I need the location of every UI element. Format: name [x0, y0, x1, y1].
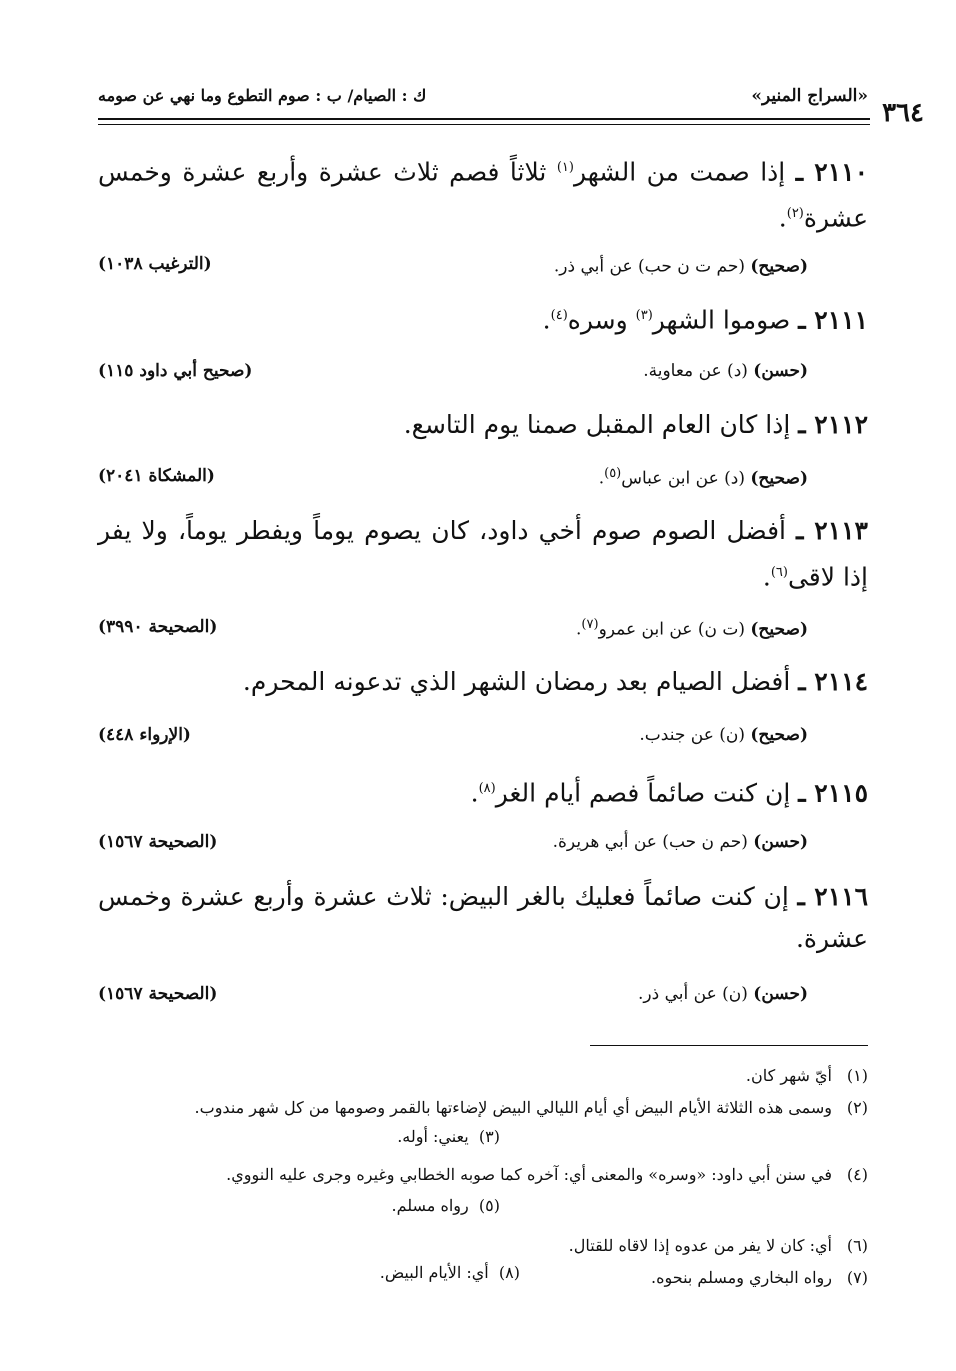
grade: (صحيح) — [750, 256, 808, 277]
footnote: (٣) يعني: أوله. — [397, 1127, 500, 1146]
footnote: (٤)في سنن أبي داود: «وسره» والمعنى أي: آخره كما صوبه الخطابي وغيره وجرى عليه النووي. — [226, 1165, 868, 1184]
hadith-entry: ٢١١٥ ـ إن كنت صائماً فصم أيام الغر$^{(٨)}$. — [470, 778, 868, 808]
grade: (صحيح) — [750, 725, 808, 745]
reference: (الصحيحة ٣٩٩٠) — [98, 617, 218, 637]
hadith-source: (حسن) (د) عن معاوية. (صحيح أبي داود ١١٥) — [98, 361, 808, 381]
hadith-number: ٢١١٣ ـ — [796, 516, 868, 545]
footnote: (٧)رواه البخاري ومسلم بنحوه. — [651, 1268, 868, 1287]
header-rule — [98, 118, 870, 120]
footnote: (٨) أي: الأيام البيض. — [379, 1263, 520, 1282]
reference: (الصحيحة ١٥٦٧) — [98, 832, 218, 852]
hadith-entry: ٢١١١ ـ صوموا الشهر$^{(٣)}$ وسره$^{(٤)}$. — [542, 305, 868, 335]
hadith-entry: ٢١١٠ ـ إذا صمت من الشهر$^{(١)}$ ثلاثاً فصم ثلاث عشرة وأربع عشرة وخمس عشرة$^{(٢)}$. — [98, 157, 869, 233]
hadith-number: ٢١١١ ـ — [798, 305, 868, 335]
hadith-number: ٢١١٦ ـ — [797, 882, 868, 911]
footnote: (٥) رواه مسلم. — [391, 1196, 500, 1215]
hadith-number: ٢١١٢ ـ — [798, 410, 868, 439]
reference: (الصحيحة ١٥٦٧) — [98, 984, 218, 1004]
reference: (صحيح أبي داود ١١٥) — [98, 361, 253, 381]
hadith-number: ٢١١٥ ـ — [798, 778, 868, 808]
hadith-entry: ٢١١٦ ـ إن كنت صائماً فعليك بالغر البيض: ثلاث عشرة وأربع عشرة وخمس عشرة. — [98, 882, 868, 953]
hadith-source: (صحيح) (ت ن) عن ابن عمرو$^{(٧)}$. (الصحيحة ٣٩٩٠) — [98, 617, 808, 640]
reference: (المشكاة ٢٠٤١) — [98, 466, 215, 486]
hadith-source: (صحيح) (حم ت ن حب) عن أبي ذر. (الترغيب ١٠٣٨) — [98, 254, 808, 277]
hadith-entry: ٢١١٤ ـ أفضل الصيام بعد رمضان الشهر الذي تدعونه المحرم. — [242, 667, 868, 696]
hadith-entry: ٢١١٢ ـ إذا كان العام المقبل صمنا يوم التاسع. — [403, 410, 868, 439]
hadith-source: (صحيح) (د) عن ابن عباس$^{(٥)}$. (المشكاة ٢٠٤١) — [98, 466, 808, 489]
hadith-source: (حسن) (ن) عن أبي ذر. (الصحيحة ١٥٦٧) — [98, 984, 808, 1004]
hadith-source: (حسن) (حم ن حب) عن أبي هريرة. (الصحيحة ١٥٦٧) — [98, 832, 808, 852]
footnote-separator — [590, 1045, 868, 1046]
grade: (حسن) — [753, 832, 808, 852]
reference: (الإرواء ٤٤٨) — [98, 725, 191, 745]
running-header — [98, 86, 868, 116]
reference: (الترغيب ١٠٣٨) — [98, 254, 212, 274]
grade: (حسن) — [753, 984, 808, 1004]
header-rule-thin — [98, 124, 870, 125]
chapter-title: ك : الصيام/ ب : صوم التطوع وما نهي عن صومه — [98, 86, 427, 105]
book-title: «السراج المنير» — [751, 86, 868, 106]
hadith-entry: ٢١١٣ ـ أفضل الصوم صوم أخي داود، كان يصوم يوماً ويفطر يوماً، ولا يفر إذا لاقى$^{(٦)}$. — [98, 516, 868, 592]
hadith-number: ٢١١٠ ـ — [795, 157, 869, 187]
page-number: ٣٦٤ — [882, 98, 924, 128]
grade: (حسن) — [753, 361, 808, 381]
footnote: (١)أيّ شهر كان. — [745, 1066, 868, 1085]
hadith-source: (صحيح) (ن) عن جندب. (الإرواء ٤٤٨) — [98, 725, 808, 745]
grade: (صحيح) — [750, 619, 808, 640]
footnote: (٢)وسمى هذه الثلاثة الأيام البيض أي أيام الليالي البيض لإضاءتها بالقمر وصومها من كل شهر مندوب. — [194, 1098, 868, 1117]
hadith-number: ٢١١٤ ـ — [798, 667, 868, 696]
grade: (صحيح) — [750, 468, 808, 489]
footnote: (٦)أي: كان لا يفر من عدوه إذا لاقاه للقتال. — [568, 1236, 868, 1255]
